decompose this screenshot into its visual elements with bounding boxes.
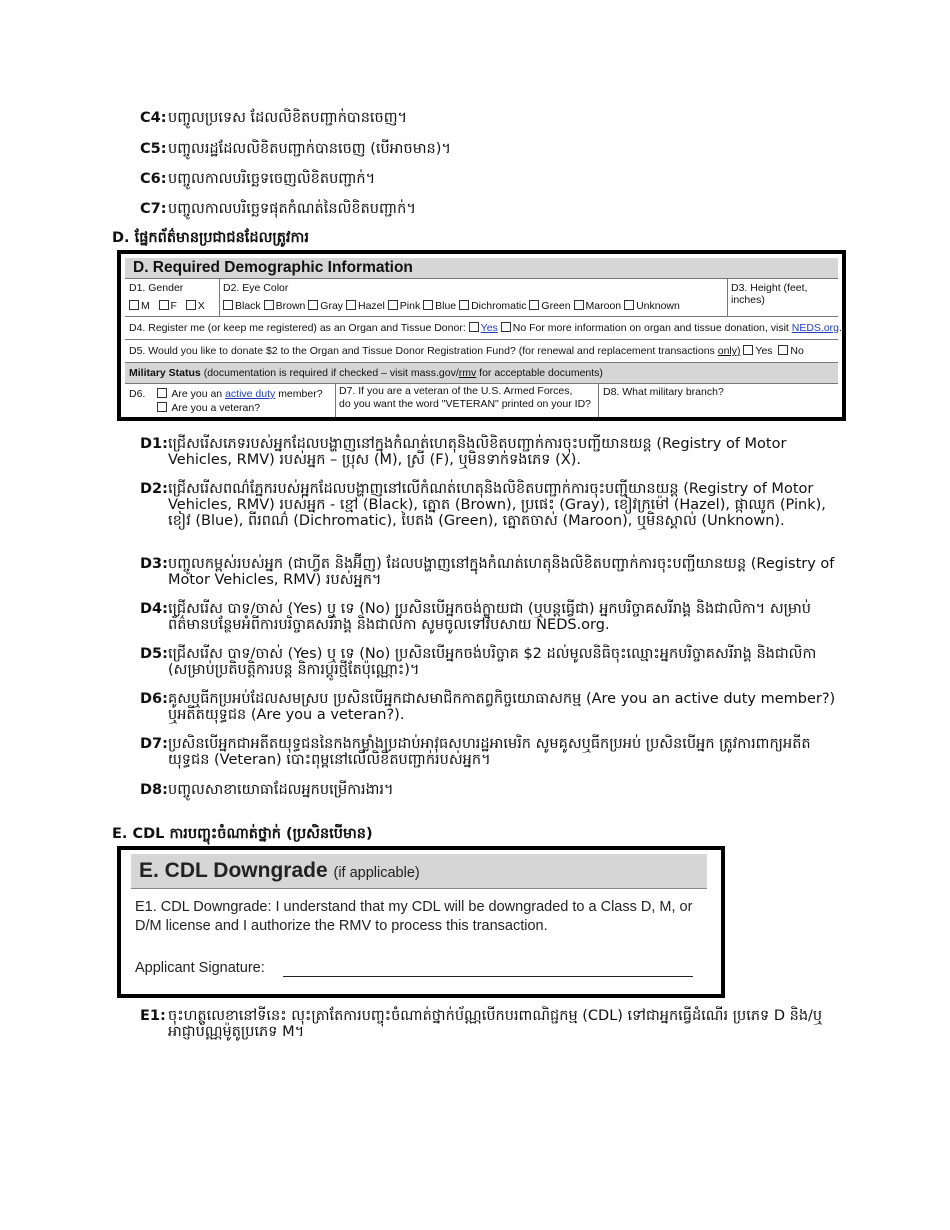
military-status-note: (documentation is required if checked – visit mass.gov/rmv for acceptable documents): [203, 367, 603, 379]
d7-veteran-id-checkbox[interactable]: D7. If you are a veteran of the U.S. Armed Forces, do you want the word "VETERAN" printed on your ID?: [339, 385, 591, 410]
d5-only: only): [717, 345, 741, 357]
form-e-cdl-downgrade: [117, 846, 725, 998]
eye-maroon-checkbox[interactable]: Maroon: [574, 300, 622, 312]
d8-label: D8. What military branch?: [603, 386, 724, 398]
instruction-c4: C4: បញ្ចូលប្រទេស ដែលលិខិតបញ្ជាក់បានចេញ។: [140, 110, 408, 126]
d6-veteran-checkbox[interactable]: Are you a veteran?: [157, 402, 260, 414]
section-d-heading: D. ផ្នែកព័ត៌មានប្រជាជនដែលត្រូវការ: [112, 230, 309, 246]
eye-color-label: D2. Eye Color: [223, 282, 289, 294]
military-status-label: Military Status: [129, 367, 201, 379]
eye-gray-checkbox[interactable]: Gray: [308, 300, 343, 312]
instruction-d6: D6: គូសឬធីកប្រអប់ដែលសមស្រប ប្រសិនបើអ្នកជាសមាជិកកាតព្វកិច្ចយោធាសកម្ម (Are you an active duty member?) ឬអតីតយុទ្ធជន (Are you a veteran?).: [140, 691, 836, 723]
e1-statement: E1. CDL Downgrade: I understand that my CDL will be downgraded to a Class D, M, or D/M license and I authorize the RMV to process this transaction.: [135, 899, 693, 934]
instruction-d8: D8: បញ្ចូលសាខាយោធាដែលអ្នកបម្រើការងារ។: [140, 782, 394, 798]
instruction-c7: C7: បញ្ចូលកាលបរិច្ឆេទផុតកំណត់នៃលិខិតបញ្ជាក់។: [140, 201, 416, 217]
d5-text: D5. Would you like to donate $2 to the Organ and Tissue Donor Registration Fund? (for renewal and replacement transactions: [129, 345, 715, 357]
instruction-d2: D2: ជ្រើសរើសពណ៌ភ្នែករបស់អ្នកដែលបង្ហាញនៅលើកំណត់ហេតុនិងលិខិតបញ្ជាក់ការចុះបញ្ជីយានយន្ត (Registry of Motor Vehicles, RMV) របស់អ្នក - ខ្មៅ (Black), ត្នោត (Brown), ប្រផេះ (Gray), ខៀវក្រម៉ៅ (Hazel), ផ្កាឈូក (Pink), ខៀវ (Blue), ពីរពណ៌ (Dichromatic), បៃតង (Green), ត្នោតចាស់ (Maroon), ឬមិនស្គាល់ (Unknown).: [140, 481, 826, 529]
height-label: D3. Height (feet, inches): [731, 282, 808, 306]
d5-no-checkbox[interactable]: No: [778, 345, 803, 357]
gender-f-checkbox[interactable]: F: [159, 300, 177, 312]
form-d-row-d4: D4. Register me (or keep me registered) as an Organ and Tissue Donor: Yes No For more information on organ and tissue donation, visit NEDS.org.: [125, 317, 838, 340]
form-d-row-military: [125, 384, 838, 417]
section-e-heading: E. CDL ការបញ្ចុះចំណាត់ថ្នាក់ (ប្រសិនបើមាន): [112, 826, 373, 842]
d5-yes-checkbox[interactable]: Yes: [743, 345, 772, 357]
instruction-d4: D4: ជ្រើសរើស បាទ/ចាស់ (Yes) ឬ ទេ (No) ប្រសិនបើអ្នកចង់ក្លាយជា (ឬបន្តធ្វើជា) អ្នកបរិច្ចាគសរីរាង្គ និងជាលិកា។ សម្រាប់ព័ត៌មានបន្ថែមអំពីការបរិច្ចាគសរីរាង្គ និងជាលិកា សូមចូលទៅវិបសាយ NEDS.org.: [140, 601, 811, 633]
applicant-signature-line[interactable]: [283, 976, 693, 977]
instruction-c5: C5: បញ្ចូលរដ្ឋដែលលិខិតបញ្ជាក់បានចេញ (បើអាចមាន)។: [140, 141, 451, 157]
eye-color-options: [223, 300, 680, 312]
instruction-d5: D5: ជ្រើសរើស បាទ/ចាស់ (Yes) ឬ ទេ (No) ប្រសិនបើអ្នកចង់បរិច្ចាគ $2 ដល់មូលនិធិចុះឈ្មោះអ្នកបរិច្ចាគសរីរាង្គ និងជាលិកា (សម្រាប់ប្រតិបត្តិការបន្ត និការប្តូរថ្មីតែប៉ុណ្ណោះ)។: [140, 646, 817, 678]
eye-dichromatic-checkbox[interactable]: Dichromatic: [459, 300, 526, 312]
form-d-required-demographic: [117, 250, 846, 421]
eye-black-checkbox[interactable]: Black: [223, 300, 261, 312]
neds-link[interactable]: NEDS.org: [791, 322, 840, 334]
applicant-signature-label: Applicant Signature:: [135, 960, 265, 976]
instruction-d1: D1: ជ្រើសរើសភេទរបស់អ្នកដែលបង្ហាញនៅក្នុងកំណត់ហេតុនិងលិខិតបញ្ជាក់ការចុះបញ្ជីយានយន្ត (Registry of Motor Vehicles, RMV) របស់អ្នក – ប្រុស (M), ស្រី (F), ឬមិនទាក់ទងភេទ (X).: [140, 436, 787, 468]
gender-x-checkbox[interactable]: X: [186, 300, 205, 312]
d6-active-duty-checkbox[interactable]: Are you an active duty member?: [157, 388, 323, 400]
eye-green-checkbox[interactable]: Green: [529, 300, 570, 312]
eye-pink-checkbox[interactable]: Pink: [388, 300, 420, 312]
d4-text: D4. Register me (or keep me registered) as an Organ and Tissue Donor:: [129, 322, 466, 334]
eye-unknown-checkbox[interactable]: Unknown: [624, 300, 680, 312]
gender-m-checkbox[interactable]: M: [129, 300, 150, 312]
eye-brown-checkbox[interactable]: Brown: [264, 300, 306, 312]
instruction-d3: D3: បញ្ចូលកម្ពស់របស់អ្នក (ជាហ្វីត និងអ៊ីញ) ដែលបង្ហាញនៅក្នុងកំណត់ហេតុនិងលិខិតបញ្ជាក់ការចុះបញ្ជីយានយន្ត (Registry of Motor Vehicles, RMV) របស់អ្នក។: [140, 556, 835, 588]
d4-no-checkbox[interactable]: No: [501, 322, 526, 334]
form-d-row-1: [125, 279, 838, 317]
form-d-title: D. Required Demographic Information: [125, 258, 838, 279]
gender-options: [129, 300, 205, 312]
instruction-d7: D7: ប្រសិនបើអ្នកជាអតីតយុទ្ធជននៃកងកម្លាំងប្រដាប់អាវុធសហរដ្ឋអាមេរិក សូមគូសឬធីកប្រអប់ ប្រសិនបើអ្នក ត្រូវការពាក្យអតីតយុទ្ធជន (Veteran) បោះពុម្ពនៅលើលិខិតបញ្ជាក់របស់អ្នក។: [140, 736, 811, 768]
instruction-e1: E1: ចុះហត្ថលេខានៅទីនេះ លុះត្រាតែការបញ្ចុះចំណាត់ថ្នាក់ប័ណ្ណបើកបរពាណិជ្ជកម្ម (CDL) ទៅជាអ្នកធ្វើដំណើរ ប្រភេទ D និង/ឬ អាជ្ញាប័ណ្ណម៉ូតូប្រភេទ M។: [140, 1008, 823, 1040]
gender-label: D1. Gender: [129, 282, 184, 294]
military-status-bar: [125, 363, 838, 384]
d4-more-text: For more information on organ and tissue donation, visit: [529, 322, 789, 334]
d4-yes-checkbox[interactable]: Yes: [469, 322, 498, 334]
d6-label: D6.: [129, 388, 146, 400]
eye-hazel-checkbox[interactable]: Hazel: [346, 300, 385, 312]
form-e-title: E. CDL Downgrade (if applicable): [131, 854, 707, 889]
form-d-row-d5: [125, 340, 838, 363]
instruction-c6: C6: បញ្ចូលកាលបរិច្ឆេទចេញលិខិតបញ្ជាក់។: [140, 171, 376, 187]
eye-blue-checkbox[interactable]: Blue: [423, 300, 456, 312]
